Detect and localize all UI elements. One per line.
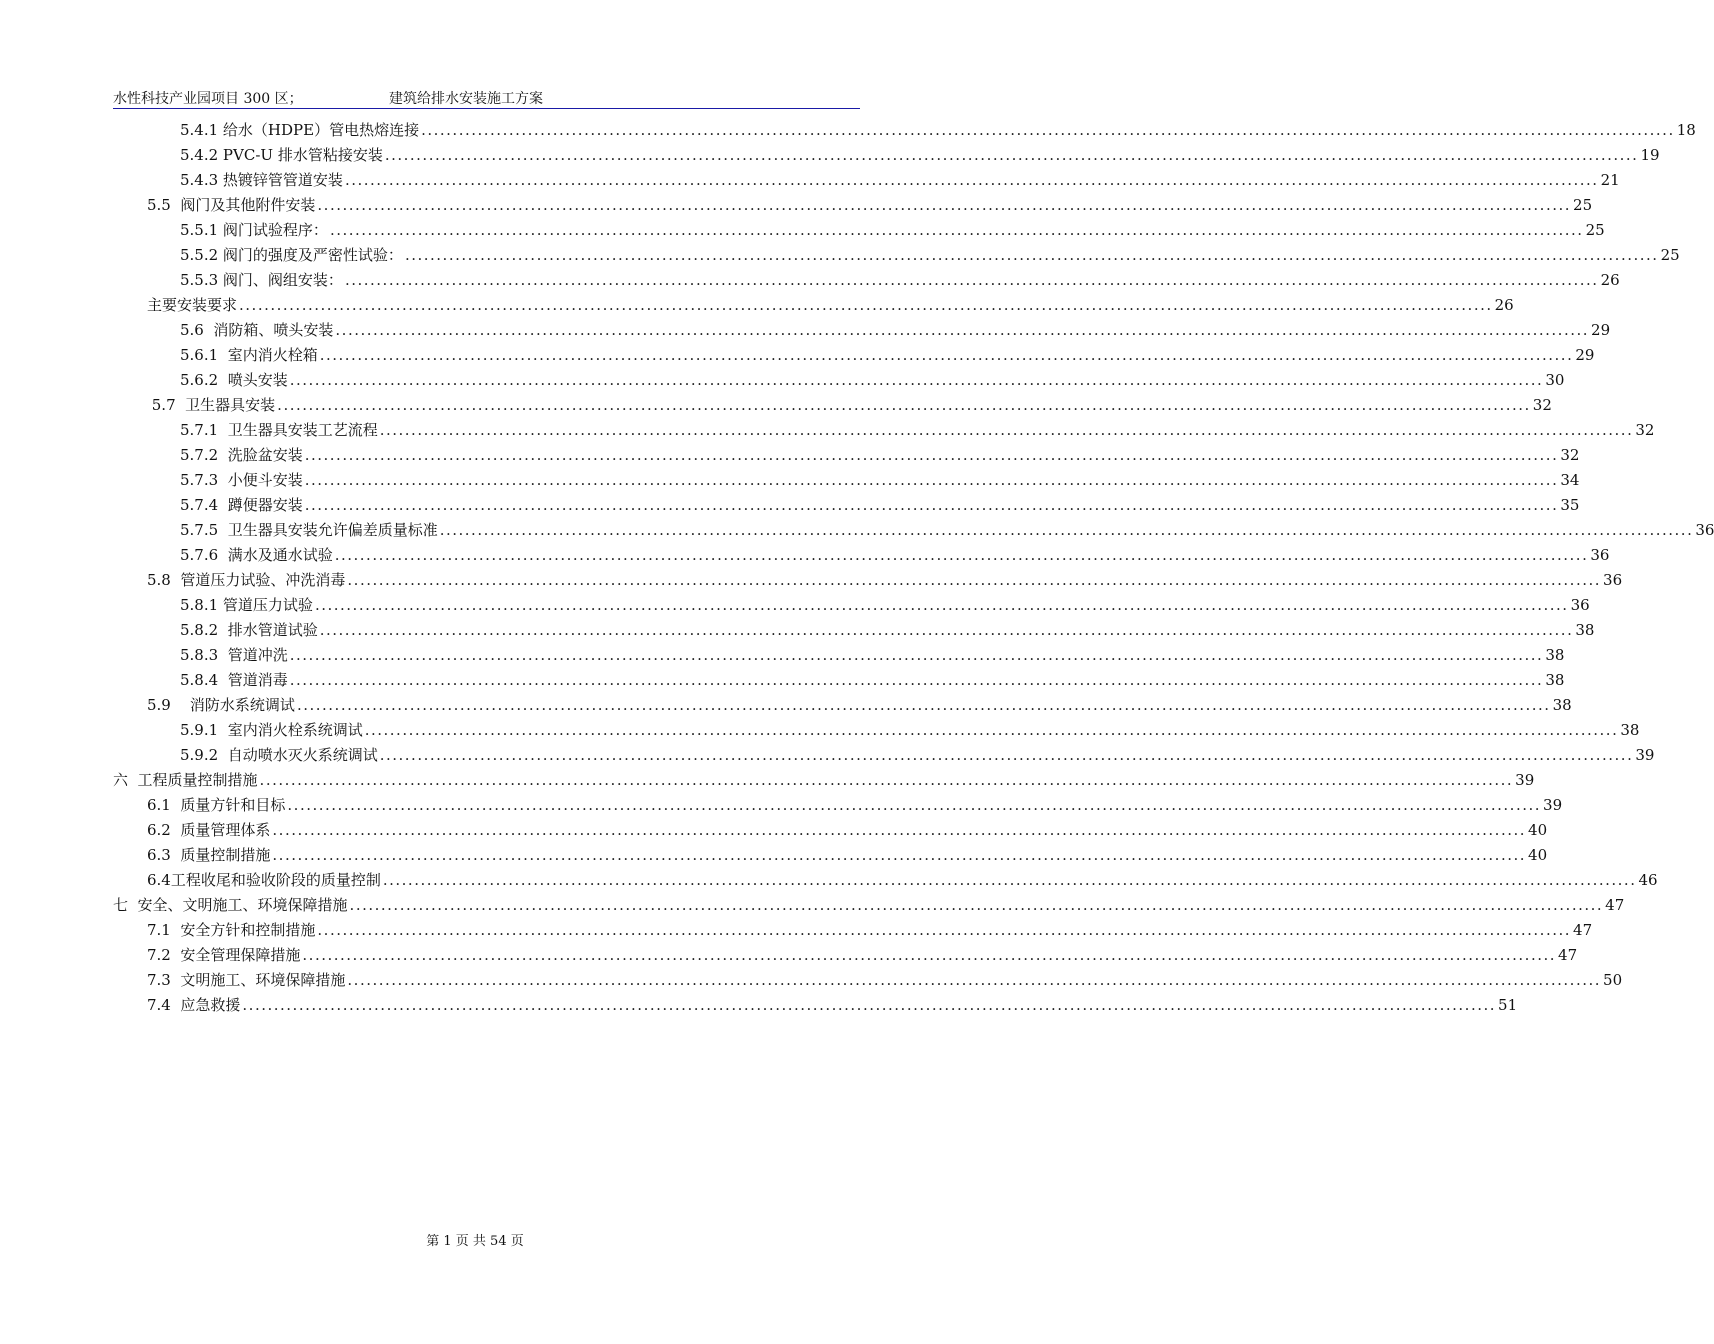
toc-dot-leader: ........................................................................................................................................................................................................ — [344, 271, 1599, 289]
toc-entry-title: 5.7.5 卫生器具安装允许偏差质量标准 — [180, 521, 438, 539]
toc-entry[interactable] — [113, 743, 1655, 768]
toc-dot-leader: ........................................................................................................................................................................................................ — [379, 421, 1634, 439]
toc-entry[interactable] — [113, 543, 1610, 568]
toc-entry[interactable] — [113, 418, 1655, 443]
toc-entry-page-number: 47 — [1558, 946, 1578, 964]
toc-dot-leader: ........................................................................................................................................................................................................ — [319, 621, 1574, 639]
toc-dot-leader: ........................................................................................................................................................................................................ — [289, 671, 1544, 689]
toc-entry-title: 5.6 消防箱、喷头安装 — [180, 321, 334, 339]
toc-dot-leader: ........................................................................................................................................................................................................ — [347, 971, 1602, 989]
toc-entry-title: 七 安全、文明施工、环境保障措施 — [113, 896, 348, 914]
toc-entry-title: 6.4工程收尾和验收阶段的质量控制 — [147, 871, 381, 889]
toc-entry-page-number: 26 — [1494, 296, 1514, 314]
toc-entry-title: 6.1 质量方针和目标 — [147, 796, 286, 814]
toc-entry-page-number: 47 — [1573, 921, 1593, 939]
toc-dot-leader: ........................................................................................................................................................................................................ — [344, 171, 1599, 189]
toc-entry[interactable] — [113, 143, 1660, 168]
toc-entry-title: 5.7.6 满水及通水试验 — [180, 546, 333, 564]
toc-dot-leader: ........................................................................................................................................................................................................ — [349, 896, 1604, 914]
toc-entry[interactable] — [113, 293, 1514, 318]
toc-entry-page-number: 35 — [1560, 496, 1580, 514]
toc-dot-leader: ........................................................................................................................................................................................................ — [239, 296, 1493, 314]
toc-entry-title: 5.4.2 PVC-U 排水管粘接安装 — [180, 146, 383, 164]
toc-dot-leader: ........................................................................................................................................................................................................ — [314, 596, 1569, 614]
toc-dot-leader: ........................................................................................................................................................................................................ — [317, 196, 1572, 214]
toc-entry-title: 5.9 消防水系统调试 — [147, 696, 295, 714]
toc-entry-page-number: 51 — [1498, 996, 1518, 1014]
toc-entry[interactable] — [113, 243, 1680, 268]
toc-dot-leader: ........................................................................................................................................................................................................ — [272, 821, 1527, 839]
toc-dot-leader: ........................................................................................................................................................................................................ — [259, 771, 1514, 789]
toc-dot-leader: ........................................................................................................................................................................................................ — [287, 796, 1542, 814]
toc-dot-leader: ........................................................................................................................................................................................................ — [304, 471, 1559, 489]
toc-entry[interactable] — [113, 893, 1625, 918]
toc-entry-page-number: 18 — [1676, 121, 1696, 139]
toc-dot-leader: ........................................................................................................................................................................................................ — [277, 396, 1531, 414]
toc-entry-title: 5.6.2 喷头安装 — [180, 371, 288, 389]
toc-entry[interactable] — [113, 693, 1572, 718]
toc-dot-leader: ........................................................................................................................................................................................................ — [382, 871, 1637, 889]
toc-entry-title: 5.5.3 阀门、阀组安装： — [180, 271, 343, 289]
toc-entry[interactable] — [113, 218, 1605, 243]
toc-dot-leader: ........................................................................................................................................................................................................ — [404, 246, 1659, 264]
toc-entry[interactable] — [113, 593, 1590, 618]
toc-entry-title: 7.4 应急救援 — [147, 996, 241, 1014]
toc-entry[interactable] — [113, 618, 1595, 643]
toc-dot-leader: ........................................................................................................................................................................................................ — [421, 121, 1675, 139]
toc-entry-title: 5.7.2 洗脸盆安装 — [180, 446, 303, 464]
toc-entry-page-number: 32 — [1532, 396, 1552, 414]
toc-entry[interactable] — [113, 868, 1658, 893]
toc-entry[interactable] — [113, 443, 1580, 468]
header-document-title: 建筑给排水安装施工方案 — [389, 91, 543, 107]
toc-entry-page-number: 25 — [1573, 196, 1593, 214]
page-header — [113, 90, 860, 109]
toc-dot-leader: ........................................................................................................................................................................................................ — [304, 496, 1559, 514]
toc-entry[interactable] — [113, 168, 1620, 193]
toc-entry-title: 6.2 质量管理体系 — [147, 821, 271, 839]
toc-entry-page-number: 34 — [1560, 471, 1580, 489]
toc-entry-page-number: 38 — [1620, 721, 1640, 739]
toc-entry[interactable] — [113, 918, 1593, 943]
toc-entry-title: 5.4.1 给水（HDPE）管电热熔连接 — [180, 121, 420, 139]
toc-entry-page-number: 29 — [1575, 346, 1595, 364]
toc-dot-leader: ........................................................................................................................................................................................................ — [289, 646, 1544, 664]
toc-entry-page-number: 38 — [1545, 646, 1565, 664]
toc-entry-page-number: 38 — [1575, 621, 1595, 639]
toc-entry[interactable] — [113, 843, 1548, 868]
toc-entry-page-number: 25 — [1660, 246, 1680, 264]
toc-dot-leader: ........................................................................................................................................................................................................ — [304, 446, 1559, 464]
toc-entry-title: 5.5.2 阀门的强度及严密性试验： — [180, 246, 403, 264]
toc-entry-page-number: 36 — [1603, 571, 1623, 589]
toc-entry-page-number: 30 — [1545, 371, 1565, 389]
toc-dot-leader: ........................................................................................................................................................................................................ — [335, 321, 1590, 339]
toc-entry[interactable] — [113, 718, 1640, 743]
toc-entry-title: 5.9.2 自动喷水灭火系统调试 — [180, 746, 378, 764]
toc-dot-leader: ........................................................................................................................................................................................................ — [379, 746, 1634, 764]
toc-entry-title: 5.9.1 室内消火栓系统调试 — [180, 721, 363, 739]
toc-entry-title: 5.8.2 排水管道试验 — [180, 621, 318, 639]
toc-entry-title: 5.7.4 蹲便器安装 — [180, 496, 303, 514]
toc-entry-page-number: 38 — [1545, 671, 1565, 689]
toc-entry[interactable] — [113, 368, 1565, 393]
table-of-contents — [113, 118, 1714, 1018]
toc-entry-title: 5.8.1 管道压力试验 — [180, 596, 313, 614]
toc-entry[interactable] — [113, 943, 1578, 968]
toc-entry-title: 5.5.1 阀门试验程序： — [180, 221, 328, 239]
toc-entry-page-number: 26 — [1600, 271, 1620, 289]
toc-entry[interactable] — [113, 493, 1580, 518]
toc-dot-leader: ........................................................................................................................................................................................................ — [384, 146, 1639, 164]
page-number-footer: 第 1 页 共 54 页 — [426, 1234, 524, 1249]
toc-entry-title: 主要安装要求 — [147, 296, 238, 314]
toc-entry-title: 5.7 卫生器具安装 — [147, 396, 276, 414]
toc-entry-title: 5.5 阀门及其他附件安装 — [147, 196, 316, 214]
toc-dot-leader: ........................................................................................................................................................................................................ — [296, 696, 1551, 714]
toc-dot-leader: ........................................................................................................................................................................................................ — [364, 721, 1619, 739]
toc-entry-title: 5.7.1 卫生器具安装工艺流程 — [180, 421, 378, 439]
toc-entry-page-number: 40 — [1528, 846, 1548, 864]
toc-entry[interactable] — [113, 993, 1518, 1018]
toc-dot-leader: ........................................................................................................................................................................................................ — [242, 996, 1497, 1014]
toc-entry-title: 7.2 安全管理保障措施 — [147, 946, 301, 964]
toc-entry-page-number: 46 — [1638, 871, 1658, 889]
toc-entry-page-number: 38 — [1552, 696, 1572, 714]
toc-entry[interactable] — [113, 318, 1611, 343]
toc-entry-page-number: 21 — [1600, 171, 1620, 189]
toc-entry[interactable] — [113, 468, 1580, 493]
toc-entry-title: 六 工程质量控制措施 — [113, 771, 258, 789]
toc-entry-title: 5.8.4 管道消毒 — [180, 671, 288, 689]
toc-entry[interactable] — [113, 193, 1593, 218]
toc-entry-page-number: 36 — [1590, 546, 1610, 564]
toc-entry[interactable] — [113, 343, 1595, 368]
toc-entry-title: 5.6.1 室内消火栓箱 — [180, 346, 318, 364]
toc-dot-leader: ........................................................................................................................................................................................................ — [334, 546, 1589, 564]
toc-entry-page-number: 39 — [1635, 746, 1655, 764]
toc-dot-leader: ........................................................................................................................................................................................................ — [439, 521, 1694, 539]
toc-entry[interactable] — [113, 518, 1714, 543]
toc-entry-page-number: 32 — [1635, 421, 1655, 439]
header-project-name: 水性科技产业园项目 300 区； — [113, 91, 303, 107]
toc-dot-leader: ........................................................................................................................................................................................................ — [319, 346, 1574, 364]
toc-dot-leader: ........................................................................................................................................................................................................ — [317, 921, 1572, 939]
toc-entry-page-number: 50 — [1603, 971, 1623, 989]
toc-dot-leader: ........................................................................................................................................................................................................ — [329, 221, 1584, 239]
toc-entry[interactable] — [113, 793, 1563, 818]
toc-entry[interactable] — [113, 768, 1535, 793]
toc-entry[interactable] — [113, 118, 1696, 143]
toc-entry[interactable] — [113, 968, 1623, 993]
toc-entry-title: 7.1 安全方针和控制措施 — [147, 921, 316, 939]
toc-entry-page-number: 36 — [1695, 521, 1714, 539]
toc-entry-page-number: 29 — [1591, 321, 1611, 339]
toc-entry-page-number: 47 — [1605, 896, 1625, 914]
toc-entry[interactable] — [113, 268, 1620, 293]
toc-entry[interactable] — [113, 393, 1552, 418]
toc-entry[interactable] — [113, 643, 1565, 668]
toc-entry-page-number: 39 — [1543, 796, 1563, 814]
toc-entry[interactable] — [113, 568, 1623, 593]
toc-dot-leader: ........................................................................................................................................................................................................ — [347, 571, 1602, 589]
toc-entry-title: 5.8.3 管道冲洗 — [180, 646, 288, 664]
toc-entry-page-number: 19 — [1640, 146, 1660, 164]
toc-dot-leader: ........................................................................................................................................................................................................ — [272, 846, 1527, 864]
toc-entry[interactable] — [113, 818, 1548, 843]
toc-entry-title: 5.8 管道压力试验、冲洗消毒 — [147, 571, 346, 589]
toc-dot-leader: ........................................................................................................................................................................................................ — [289, 371, 1544, 389]
toc-entry-page-number: 36 — [1570, 596, 1590, 614]
toc-entry-page-number: 25 — [1585, 221, 1605, 239]
toc-entry-title: 5.7.3 小便斗安装 — [180, 471, 303, 489]
toc-entry-page-number: 40 — [1528, 821, 1548, 839]
toc-entry-title: 6.3 质量控制措施 — [147, 846, 271, 864]
toc-entry-page-number: 39 — [1515, 771, 1535, 789]
toc-dot-leader: ........................................................................................................................................................................................................ — [302, 946, 1557, 964]
toc-entry-title: 5.4.3 热镀锌管管道安装 — [180, 171, 343, 189]
toc-entry[interactable] — [113, 668, 1565, 693]
toc-entry-page-number: 32 — [1560, 446, 1580, 464]
toc-entry-title: 7.3 文明施工、环境保障措施 — [147, 971, 346, 989]
